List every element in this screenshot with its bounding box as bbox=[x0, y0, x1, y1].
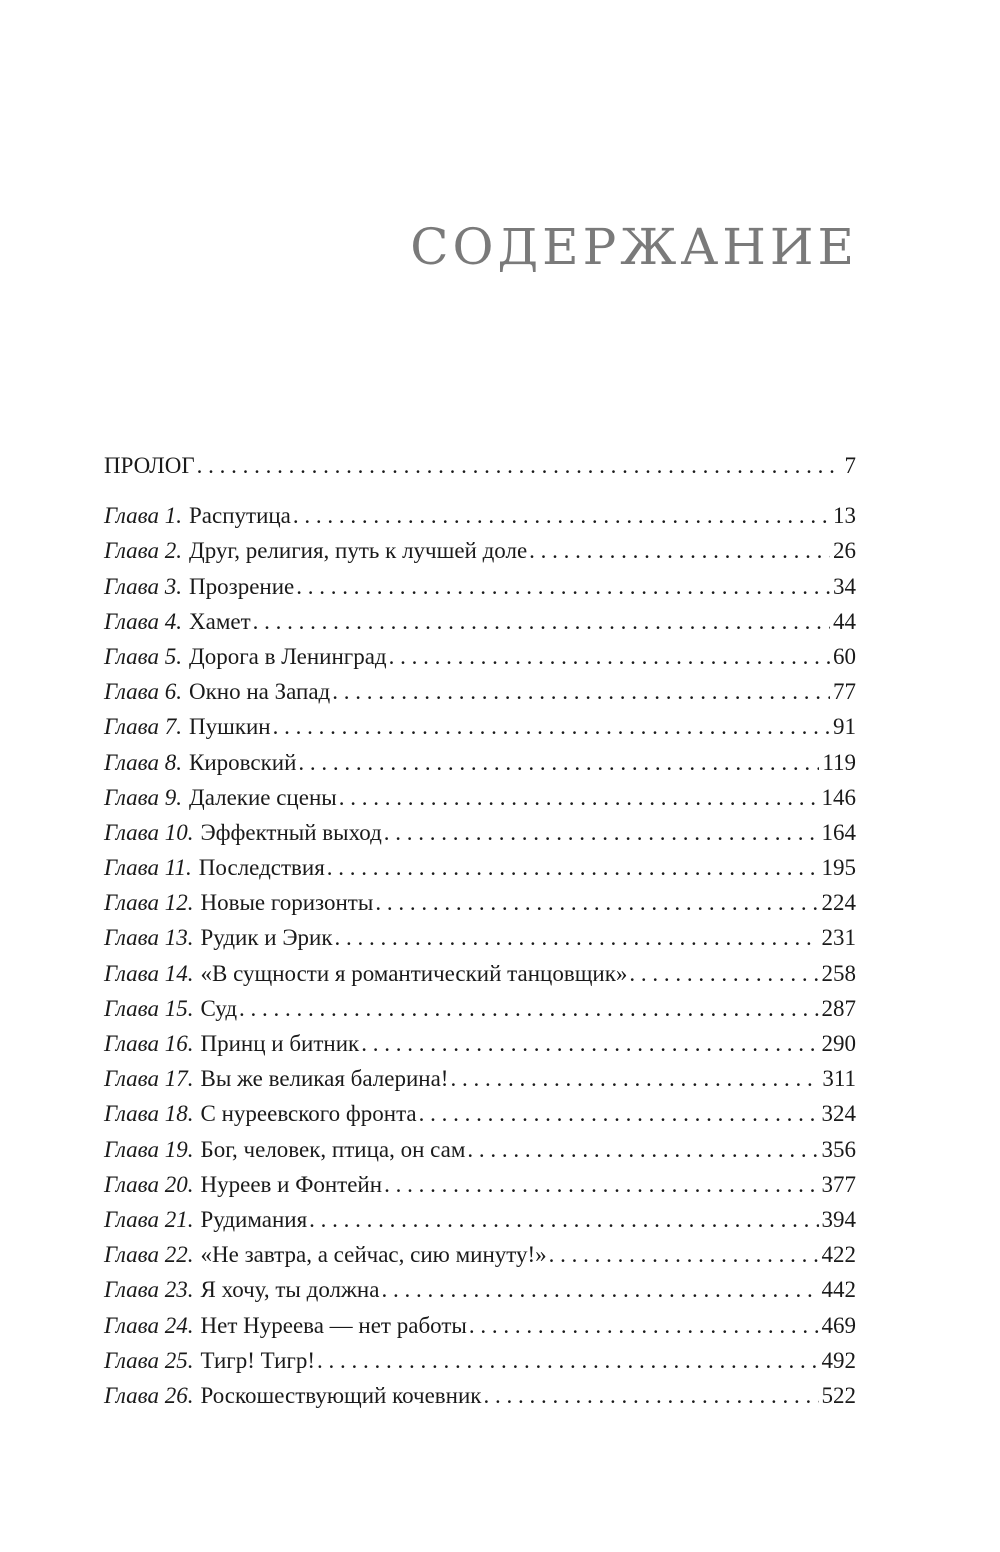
chapter-title: Пушкин bbox=[189, 714, 271, 740]
chapter-title: Рудик и Эрик bbox=[200, 925, 333, 951]
chapter-label: Глава 21. bbox=[104, 1206, 194, 1232]
chapter-page-number: 26 bbox=[833, 538, 856, 564]
chapter-page-number: 34 bbox=[833, 573, 856, 599]
chapter-page-number: 422 bbox=[821, 1242, 856, 1268]
chapter-page-number: 469 bbox=[821, 1312, 856, 1338]
chapter-label: Глава 22. bbox=[104, 1242, 194, 1268]
dot-leader bbox=[483, 1378, 818, 1413]
chapter-label: Глава 4. bbox=[104, 608, 182, 634]
toc-entry bbox=[104, 674, 856, 709]
dot-leader bbox=[239, 991, 818, 1026]
toc-entry bbox=[104, 815, 856, 850]
chapter-label: Глава 6. bbox=[104, 679, 182, 705]
chapter-page-number: 442 bbox=[821, 1277, 856, 1303]
chapter-page-number: 13 bbox=[833, 503, 856, 529]
toc-entry bbox=[104, 780, 856, 815]
chapter-label: Глава 3. bbox=[104, 573, 182, 599]
toc-entry bbox=[104, 533, 856, 568]
dot-leader bbox=[361, 1026, 818, 1061]
toc-entry bbox=[104, 604, 856, 639]
chapter-title: Нуреев и Фонтейн bbox=[200, 1171, 383, 1197]
chapter-title: Суд bbox=[200, 995, 238, 1021]
chapter-label: Глава 1. bbox=[104, 503, 182, 529]
chapter-label: Глава 7. bbox=[104, 714, 182, 740]
chapter-title: Эффектный выход bbox=[200, 819, 382, 845]
chapter-title: «Не завтра, а сейчас, сию минуту!» bbox=[200, 1242, 547, 1268]
dot-leader bbox=[309, 1202, 818, 1237]
toc-entry bbox=[104, 498, 856, 533]
chapter-label: Глава 2. bbox=[104, 538, 182, 564]
toc-entry bbox=[104, 1237, 856, 1272]
chapter-title: Новые горизонты bbox=[200, 890, 374, 916]
chapter-page-number: 311 bbox=[822, 1066, 856, 1092]
dot-leader bbox=[469, 1308, 819, 1343]
dot-leader bbox=[253, 604, 830, 639]
dot-leader bbox=[327, 850, 819, 885]
dot-leader bbox=[381, 1272, 818, 1307]
chapter-title: Вы же великая балерина! bbox=[200, 1066, 449, 1092]
dot-leader bbox=[384, 815, 819, 850]
toc-entry-prologue bbox=[104, 448, 856, 483]
chapter-label: Глава 8. bbox=[104, 749, 182, 775]
toc-entry bbox=[104, 1026, 856, 1061]
toc-entry bbox=[104, 1378, 856, 1413]
chapter-label: Глава 19. bbox=[104, 1136, 194, 1162]
chapter-title: Роскошествующий кочевник bbox=[200, 1382, 482, 1408]
chapter-page-number: 44 bbox=[833, 608, 856, 634]
chapter-page-number: 119 bbox=[822, 749, 856, 775]
prologue-page-number: 7 bbox=[844, 453, 856, 478]
chapter-title: Распутица bbox=[189, 503, 291, 529]
chapter-page-number: 258 bbox=[821, 960, 856, 986]
chapter-label: Глава 24. bbox=[104, 1312, 194, 1338]
dot-leader bbox=[419, 1096, 819, 1131]
dot-leader bbox=[317, 1343, 818, 1378]
chapter-page-number: 356 bbox=[821, 1136, 856, 1162]
chapter-label: Глава 16. bbox=[104, 1031, 194, 1056]
chapter-label: Глава 23. bbox=[104, 1277, 194, 1303]
dot-leader bbox=[450, 1061, 819, 1096]
dot-leader bbox=[197, 448, 842, 483]
chapter-page-number: 377 bbox=[821, 1171, 856, 1197]
chapter-page-number: 77 bbox=[833, 679, 856, 705]
chapter-page-number: 522 bbox=[821, 1382, 856, 1408]
chapter-title: Я хочу, ты должна bbox=[200, 1277, 380, 1303]
toc-entry bbox=[104, 1096, 856, 1131]
chapter-page-number: 492 bbox=[821, 1347, 856, 1373]
chapter-label: Глава 5. bbox=[104, 643, 182, 669]
chapter-label: Глава 15. bbox=[104, 995, 194, 1021]
toc-entry bbox=[104, 1132, 856, 1167]
dot-leader bbox=[529, 533, 830, 568]
chapter-title: Друг, религия, путь к лучшей доле bbox=[189, 538, 528, 564]
toc-entry bbox=[104, 991, 856, 1026]
chapter-title: Рудимания bbox=[200, 1206, 308, 1232]
toc-entry bbox=[104, 745, 856, 780]
chapter-page-number: 324 bbox=[821, 1101, 856, 1127]
chapter-page-number: 394 bbox=[821, 1206, 856, 1232]
chapter-label: Глава 26. bbox=[104, 1382, 194, 1408]
dot-leader bbox=[375, 885, 818, 920]
chapter-page-number: 164 bbox=[821, 819, 856, 845]
chapter-label: Глава 20. bbox=[104, 1171, 194, 1197]
chapter-label: Глава 17. bbox=[104, 1066, 194, 1092]
toc-entry bbox=[104, 1272, 856, 1307]
dot-leader bbox=[293, 498, 830, 533]
chapter-title: Принц и битник bbox=[200, 1031, 360, 1056]
dot-leader bbox=[332, 674, 830, 709]
chapter-title: Кировский bbox=[189, 749, 297, 775]
chapter-page-number: 195 bbox=[821, 855, 856, 881]
chapter-label: Глава 10. bbox=[104, 819, 194, 845]
chapter-label: Глава 9. bbox=[104, 784, 182, 810]
chapter-page-number: 91 bbox=[833, 714, 856, 740]
dot-leader bbox=[339, 780, 819, 815]
toc-entry bbox=[104, 850, 856, 885]
toc-entry bbox=[104, 1061, 856, 1096]
chapter-title: Последствия bbox=[198, 855, 325, 881]
chapter-title: «В сущности я романтический танцовщик» bbox=[200, 960, 628, 986]
chapter-label: Глава 18. bbox=[104, 1101, 194, 1127]
chapter-title: Прозрение bbox=[189, 573, 295, 599]
chapter-title: Бог, человек, птица, он сам bbox=[200, 1136, 466, 1162]
toc-entry bbox=[104, 1167, 856, 1202]
chapter-page-number: 231 bbox=[821, 925, 856, 951]
prologue-title: ПРОЛОГ bbox=[104, 453, 195, 478]
dot-leader bbox=[467, 1132, 818, 1167]
dot-leader bbox=[335, 920, 819, 955]
chapter-title: Нет Нуреева — нет работы bbox=[200, 1312, 467, 1338]
chapter-label: Глава 14. bbox=[104, 960, 194, 986]
dot-leader bbox=[384, 1167, 818, 1202]
chapter-page-number: 287 bbox=[821, 995, 856, 1021]
chapter-label: Глава 25. bbox=[104, 1347, 194, 1373]
chapter-label: Глава 12. bbox=[104, 890, 194, 916]
dot-leader bbox=[273, 709, 830, 744]
chapter-page-number: 224 bbox=[821, 890, 856, 916]
toc-entry bbox=[104, 1308, 856, 1343]
toc-entry bbox=[104, 920, 856, 955]
dot-leader bbox=[389, 639, 830, 674]
dot-leader bbox=[296, 569, 830, 604]
chapter-title: Дорога в Ленинград bbox=[189, 643, 387, 669]
dot-leader bbox=[298, 745, 819, 780]
chapter-page-number: 60 bbox=[833, 643, 856, 669]
dot-leader bbox=[629, 956, 818, 991]
chapter-title: С нуреевского фронта bbox=[200, 1101, 417, 1127]
page-title: СОДЕРЖАНИЕ bbox=[410, 218, 858, 276]
chapter-title: Тигр! Тигр! bbox=[200, 1347, 316, 1373]
toc-entry bbox=[104, 1202, 856, 1237]
chapter-label: Глава 13. bbox=[104, 925, 194, 951]
chapter-label: Глава 11. bbox=[104, 855, 192, 881]
toc-entry bbox=[104, 1343, 856, 1378]
toc-entry bbox=[104, 956, 856, 991]
toc-entry bbox=[104, 639, 856, 674]
chapter-page-number: 146 bbox=[821, 784, 856, 810]
toc-entry bbox=[104, 709, 856, 744]
chapter-title: Далекие сцены bbox=[189, 784, 337, 810]
table-of-contents bbox=[104, 448, 856, 1413]
chapter-title: Хамет bbox=[189, 608, 251, 634]
chapter-title: Окно на Запад bbox=[189, 679, 331, 705]
chapter-page-number: 290 bbox=[821, 1031, 856, 1056]
toc-entry bbox=[104, 885, 856, 920]
toc-entry bbox=[104, 569, 856, 604]
dot-leader bbox=[549, 1237, 819, 1272]
